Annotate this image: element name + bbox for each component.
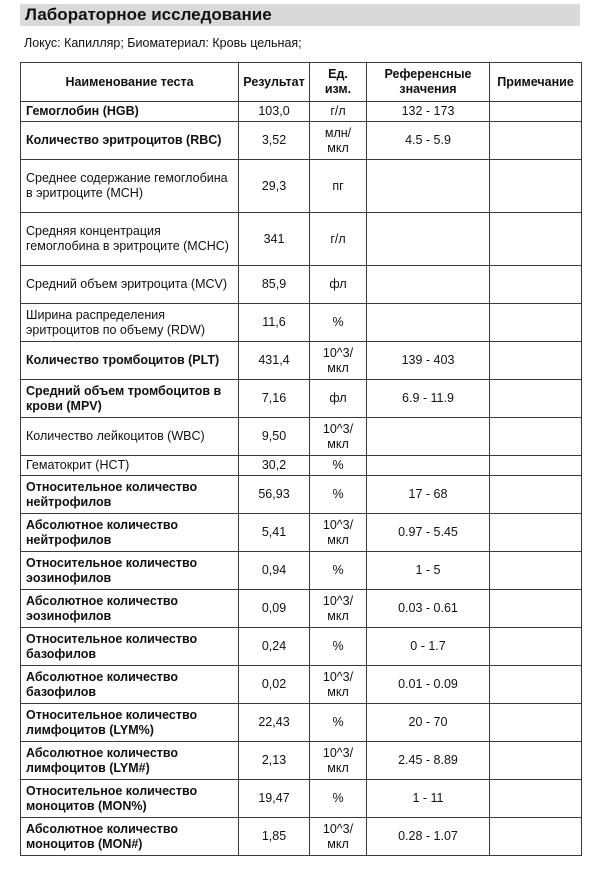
unit-cell: % bbox=[310, 476, 367, 514]
test-name-cell: Количество тромбоцитов (PLT) bbox=[21, 342, 239, 380]
title-bar bbox=[20, 4, 580, 26]
test-name-cell: Абсолютное количество нейтрофилов bbox=[21, 514, 239, 552]
table-row bbox=[21, 304, 582, 342]
reference-cell: 4.5 - 5.9 bbox=[367, 122, 490, 160]
unit-cell: % bbox=[310, 456, 367, 476]
unit-cell: пг bbox=[310, 160, 367, 213]
unit-cell: % bbox=[310, 704, 367, 742]
test-name-cell: Относительное количество лимфоцитов (LYM%) bbox=[21, 704, 239, 742]
header-result: Результат bbox=[239, 63, 310, 102]
unit-cell: фл bbox=[310, 266, 367, 304]
unit-cell: 10^3/ мкл bbox=[310, 742, 367, 780]
result-cell: 2,13 bbox=[239, 742, 310, 780]
result-cell: 85,9 bbox=[239, 266, 310, 304]
note-cell bbox=[490, 476, 582, 514]
note-cell bbox=[490, 666, 582, 704]
note-cell bbox=[490, 266, 582, 304]
table-row bbox=[21, 742, 582, 780]
table-row bbox=[21, 514, 582, 552]
note-cell bbox=[490, 514, 582, 552]
table-row bbox=[21, 160, 582, 213]
test-name-cell: Средняя концентрация гемоглобина в эритроците (MCHC) bbox=[21, 213, 239, 266]
unit-cell: % bbox=[310, 552, 367, 590]
reference-cell: 0.28 - 1.07 bbox=[367, 818, 490, 856]
note-cell bbox=[490, 456, 582, 476]
result-cell: 19,47 bbox=[239, 780, 310, 818]
table-row bbox=[21, 818, 582, 856]
locus-line: Локус: Капилляр; Биоматериал: Кровь цельная; bbox=[24, 36, 302, 50]
page-title: Лабораторное исследование bbox=[25, 5, 272, 24]
table-row bbox=[21, 418, 582, 456]
table-row bbox=[21, 456, 582, 476]
reference-cell: 0.01 - 0.09 bbox=[367, 666, 490, 704]
result-cell: 0,94 bbox=[239, 552, 310, 590]
result-cell: 9,50 bbox=[239, 418, 310, 456]
result-cell: 7,16 bbox=[239, 380, 310, 418]
unit-cell: г/л bbox=[310, 102, 367, 122]
table-row bbox=[21, 780, 582, 818]
reference-cell bbox=[367, 418, 490, 456]
result-cell: 22,43 bbox=[239, 704, 310, 742]
test-name-cell: Относительное количество моноцитов (MON%) bbox=[21, 780, 239, 818]
test-name-cell: Абсолютное количество лимфоцитов (LYM#) bbox=[21, 742, 239, 780]
note-cell bbox=[490, 304, 582, 342]
note-cell bbox=[490, 342, 582, 380]
results-table bbox=[20, 62, 582, 856]
unit-cell: 10^3/ мкл bbox=[310, 818, 367, 856]
reference-cell bbox=[367, 456, 490, 476]
result-cell: 56,93 bbox=[239, 476, 310, 514]
reference-cell: 20 - 70 bbox=[367, 704, 490, 742]
reference-cell bbox=[367, 266, 490, 304]
header-test-name: Наименование теста bbox=[21, 63, 239, 102]
result-cell: 0,02 bbox=[239, 666, 310, 704]
test-name-cell: Средний объем эритроцита (MCV) bbox=[21, 266, 239, 304]
reference-cell: 2.45 - 8.89 bbox=[367, 742, 490, 780]
note-cell bbox=[490, 628, 582, 666]
note-cell bbox=[490, 213, 582, 266]
unit-cell: 10^3/ мкл bbox=[310, 514, 367, 552]
note-cell bbox=[490, 818, 582, 856]
reference-cell bbox=[367, 304, 490, 342]
result-cell: 341 bbox=[239, 213, 310, 266]
table-header-row bbox=[21, 63, 582, 102]
note-cell bbox=[490, 742, 582, 780]
result-cell: 3,52 bbox=[239, 122, 310, 160]
test-name-cell: Относительное количество нейтрофилов bbox=[21, 476, 239, 514]
test-name-cell: Абсолютное количество эозинофилов bbox=[21, 590, 239, 628]
reference-cell: 1 - 5 bbox=[367, 552, 490, 590]
unit-cell: 10^3/ мкл bbox=[310, 418, 367, 456]
note-cell bbox=[490, 102, 582, 122]
table-row bbox=[21, 552, 582, 590]
table-row bbox=[21, 590, 582, 628]
result-cell: 431,4 bbox=[239, 342, 310, 380]
table-row bbox=[21, 666, 582, 704]
note-cell bbox=[490, 380, 582, 418]
result-cell: 29,3 bbox=[239, 160, 310, 213]
reference-cell: 1 - 11 bbox=[367, 780, 490, 818]
reference-cell: 0.03 - 0.61 bbox=[367, 590, 490, 628]
unit-cell: % bbox=[310, 304, 367, 342]
reference-cell: 17 - 68 bbox=[367, 476, 490, 514]
table-row bbox=[21, 342, 582, 380]
test-name-cell: Ширина распределения эритроцитов по объему (RDW) bbox=[21, 304, 239, 342]
test-name-cell: Среднее содержание гемоглобина в эритроците (MCH) bbox=[21, 160, 239, 213]
test-name-cell: Абсолютное количество моноцитов (MON#) bbox=[21, 818, 239, 856]
test-name-cell: Гемоглобин (HGB) bbox=[21, 102, 239, 122]
reference-cell: 132 - 173 bbox=[367, 102, 490, 122]
result-cell: 0,09 bbox=[239, 590, 310, 628]
test-name-cell: Количество эритроцитов (RBC) bbox=[21, 122, 239, 160]
test-name-cell: Гематокрит (HCT) bbox=[21, 456, 239, 476]
note-cell bbox=[490, 780, 582, 818]
note-cell bbox=[490, 704, 582, 742]
unit-cell: млн/ мкл bbox=[310, 122, 367, 160]
note-cell bbox=[490, 590, 582, 628]
reference-cell: 6.9 - 11.9 bbox=[367, 380, 490, 418]
note-cell bbox=[490, 122, 582, 160]
result-cell: 103,0 bbox=[239, 102, 310, 122]
result-cell: 1,85 bbox=[239, 818, 310, 856]
table-row bbox=[21, 102, 582, 122]
test-name-cell: Средний объем тромбоцитов в крови (MPV) bbox=[21, 380, 239, 418]
unit-cell: 10^3/ мкл bbox=[310, 342, 367, 380]
unit-cell: 10^3/ мкл bbox=[310, 666, 367, 704]
header-reference: Референсные значения bbox=[367, 63, 490, 102]
note-cell bbox=[490, 552, 582, 590]
unit-cell: фл bbox=[310, 380, 367, 418]
reference-cell bbox=[367, 213, 490, 266]
header-note: Примечание bbox=[490, 63, 582, 102]
result-cell: 0,24 bbox=[239, 628, 310, 666]
note-cell bbox=[490, 160, 582, 213]
unit-cell: 10^3/ мкл bbox=[310, 590, 367, 628]
result-cell: 30,2 bbox=[239, 456, 310, 476]
table-row bbox=[21, 213, 582, 266]
table-row bbox=[21, 122, 582, 160]
reference-cell: 0 - 1.7 bbox=[367, 628, 490, 666]
table-row bbox=[21, 266, 582, 304]
note-cell bbox=[490, 418, 582, 456]
result-cell: 11,6 bbox=[239, 304, 310, 342]
unit-cell: г/л bbox=[310, 213, 367, 266]
unit-cell: % bbox=[310, 628, 367, 666]
test-name-cell: Количество лейкоцитов (WBC) bbox=[21, 418, 239, 456]
table-row bbox=[21, 476, 582, 514]
header-unit: Ед. изм. bbox=[310, 63, 367, 102]
test-name-cell: Относительное количество эозинофилов bbox=[21, 552, 239, 590]
reference-cell: 0.97 - 5.45 bbox=[367, 514, 490, 552]
test-name-cell: Относительное количество базофилов bbox=[21, 628, 239, 666]
test-name-cell: Абсолютное количество базофилов bbox=[21, 666, 239, 704]
table-body bbox=[21, 102, 582, 856]
table-row bbox=[21, 380, 582, 418]
reference-cell bbox=[367, 160, 490, 213]
table-row bbox=[21, 704, 582, 742]
unit-cell: % bbox=[310, 780, 367, 818]
result-cell: 5,41 bbox=[239, 514, 310, 552]
reference-cell: 139 - 403 bbox=[367, 342, 490, 380]
table-row bbox=[21, 628, 582, 666]
